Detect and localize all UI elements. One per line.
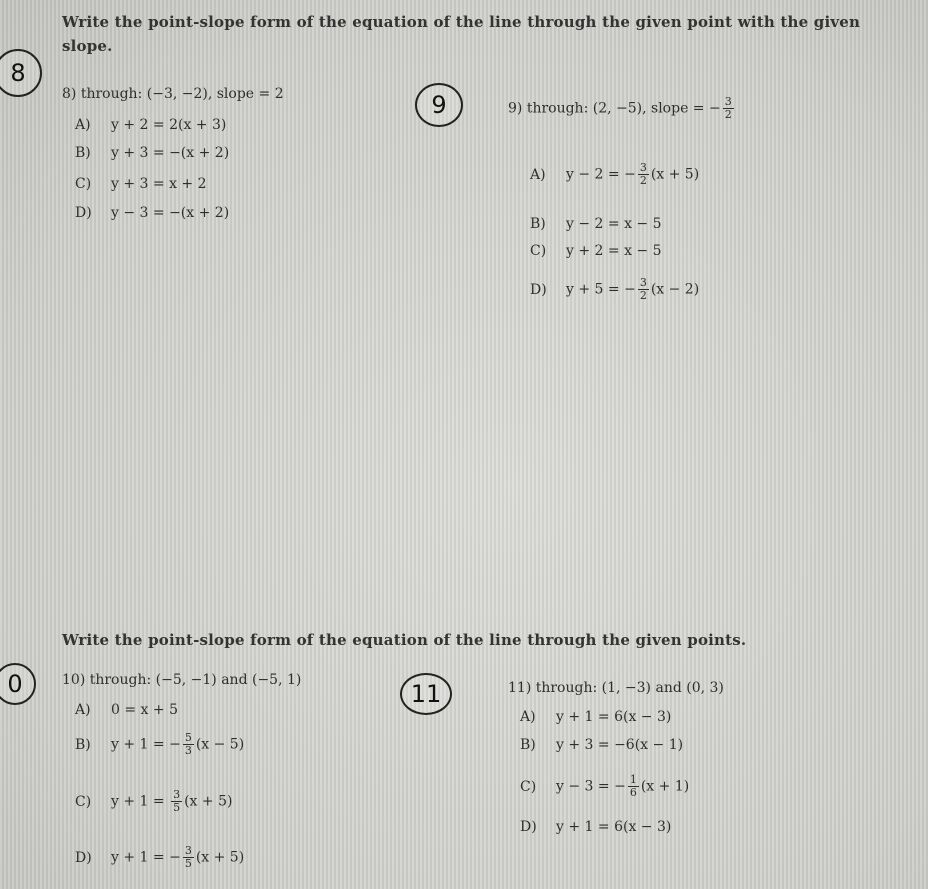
circled-mark-11: 11 bbox=[400, 673, 452, 715]
option-text: 0 = x + 5 bbox=[111, 702, 178, 718]
option-fraction bbox=[183, 732, 194, 757]
q9-option-d[interactable] bbox=[530, 277, 699, 302]
option-label: C) bbox=[520, 778, 537, 795]
option-text: y + 3 = x + 2 bbox=[111, 176, 207, 192]
option-text: y + 2 = 2(x + 3) bbox=[111, 117, 227, 133]
option-label: A) bbox=[75, 117, 91, 133]
option-text-tail: (x + 1) bbox=[640, 778, 690, 795]
option-label: D) bbox=[75, 205, 92, 221]
option-label: C) bbox=[75, 176, 92, 192]
option-label: B) bbox=[530, 216, 546, 232]
option-text-tail: (x + 5) bbox=[195, 849, 245, 866]
option-label: C) bbox=[530, 243, 547, 259]
q11-header: 11) through: (1, −3) and (0, 3) bbox=[508, 680, 724, 696]
fraction-denominator: 3 bbox=[184, 744, 192, 757]
option-label: D) bbox=[530, 281, 547, 298]
option-text: y + 1 = − bbox=[111, 736, 181, 753]
option-text: y − 3 = − bbox=[556, 778, 626, 795]
circled-mark-9: 9 bbox=[415, 83, 463, 127]
option-text: y + 2 = x − 5 bbox=[566, 243, 662, 259]
option-text: y − 2 = − bbox=[566, 166, 636, 183]
option-text: y + 1 = 6(x − 3) bbox=[556, 709, 672, 725]
q11-option-a[interactable] bbox=[520, 709, 671, 725]
option-text: y + 1 = bbox=[111, 793, 170, 810]
fraction-denominator: 2 bbox=[639, 289, 647, 302]
instructions-bottom: Write the point-slope form of the equation of the line through the given points. bbox=[62, 631, 747, 649]
fraction-denominator: 2 bbox=[724, 108, 732, 121]
fraction-numerator: 3 bbox=[639, 276, 647, 289]
q10-header: 10) through: (−5, −1) and (−5, 1) bbox=[62, 672, 302, 688]
q10-option-d[interactable] bbox=[75, 845, 244, 870]
fraction-numerator: 3 bbox=[724, 95, 732, 108]
q8-option-d[interactable] bbox=[75, 205, 229, 221]
q11-option-c[interactable] bbox=[520, 774, 689, 799]
circled-mark-10: 0 bbox=[0, 663, 36, 705]
option-label: D) bbox=[520, 819, 537, 835]
q10-option-a[interactable] bbox=[75, 702, 178, 718]
q11-option-b[interactable] bbox=[520, 737, 683, 753]
option-fraction bbox=[628, 774, 639, 799]
option-text: y − 2 = x − 5 bbox=[566, 216, 662, 232]
q9-option-a[interactable] bbox=[530, 162, 699, 187]
option-label: C) bbox=[75, 793, 92, 810]
option-label: A) bbox=[75, 702, 91, 718]
option-label: B) bbox=[75, 736, 91, 753]
q9-slope-fraction bbox=[723, 96, 734, 121]
option-label: B) bbox=[75, 145, 91, 161]
q8-header: 8) through: (−3, −2), slope = 2 bbox=[62, 86, 284, 102]
option-text-tail: (x − 5) bbox=[195, 736, 245, 753]
option-text-tail: (x − 2) bbox=[650, 281, 700, 298]
option-text: y + 1 = − bbox=[111, 849, 181, 866]
q11-option-d[interactable] bbox=[520, 819, 671, 835]
circled-mark-8: 8 bbox=[0, 49, 42, 97]
instructions-top: Write the point-slope form of the equation of the line through the given point with the given slope. bbox=[62, 13, 861, 55]
option-text: y + 3 = −(x + 2) bbox=[111, 145, 230, 161]
option-text: y + 5 = − bbox=[566, 281, 636, 298]
option-label: A) bbox=[530, 166, 546, 183]
q10-option-b[interactable] bbox=[75, 732, 244, 757]
q8-option-b[interactable] bbox=[75, 145, 229, 161]
fraction-numerator: 3 bbox=[184, 844, 192, 857]
option-fraction bbox=[638, 277, 649, 302]
option-label: D) bbox=[75, 849, 92, 866]
option-text: y − 3 = −(x + 2) bbox=[111, 205, 230, 221]
fraction-denominator: 2 bbox=[639, 174, 647, 187]
option-text-tail: (x + 5) bbox=[184, 793, 233, 810]
fraction-numerator: 1 bbox=[629, 773, 637, 786]
option-label: A) bbox=[520, 709, 536, 725]
q9-header bbox=[508, 96, 736, 121]
q9-header-text: 9) through: (2, −5), slope = − bbox=[508, 100, 721, 117]
q10-option-c[interactable] bbox=[75, 789, 232, 814]
q8-option-a[interactable] bbox=[75, 117, 226, 133]
option-fraction bbox=[183, 845, 194, 870]
option-text: y + 3 = −6(x − 1) bbox=[556, 737, 684, 753]
fraction-numerator: 5 bbox=[184, 731, 192, 744]
q9-option-b[interactable] bbox=[530, 216, 662, 232]
q8-option-c[interactable] bbox=[75, 176, 207, 192]
option-text: y + 1 = 6(x − 3) bbox=[556, 819, 672, 835]
option-text-tail: (x + 5) bbox=[650, 166, 700, 183]
fraction-numerator: 3 bbox=[173, 788, 181, 801]
fraction-numerator: 3 bbox=[639, 161, 647, 174]
option-label: B) bbox=[520, 737, 536, 753]
fraction-denominator: 6 bbox=[629, 786, 637, 799]
option-fraction bbox=[171, 789, 182, 814]
fraction-denominator: 5 bbox=[173, 801, 181, 814]
q9-option-c[interactable] bbox=[530, 243, 662, 259]
option-fraction bbox=[638, 162, 649, 187]
fraction-denominator: 5 bbox=[184, 857, 192, 870]
